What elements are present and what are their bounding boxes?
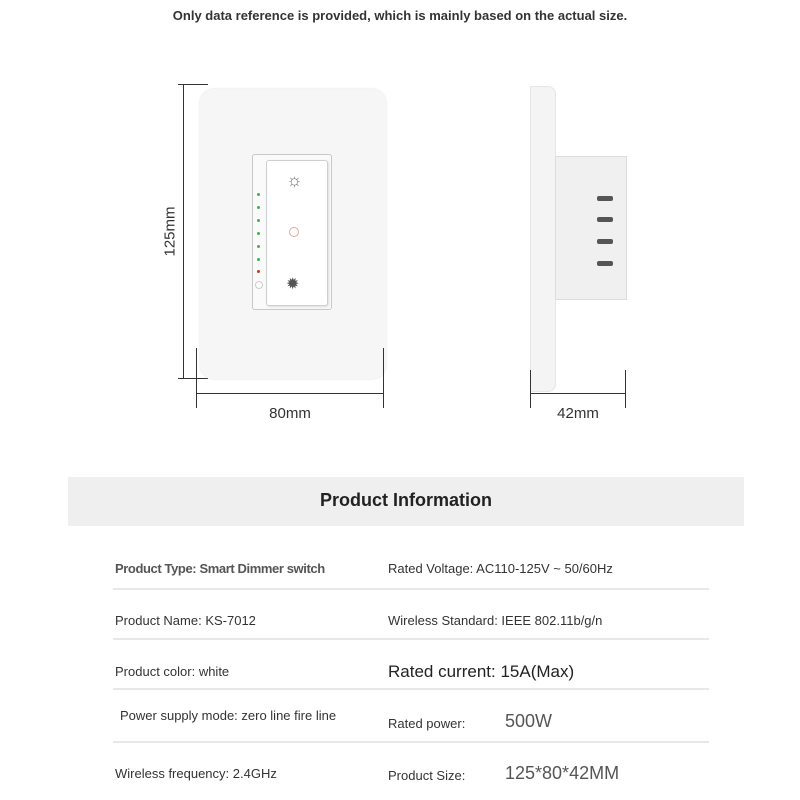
led-indicator bbox=[257, 193, 260, 196]
rated-power-label: Rated power: bbox=[388, 716, 466, 731]
row-divider bbox=[113, 588, 709, 590]
product-color: Product color: white bbox=[115, 664, 230, 679]
row-divider bbox=[113, 688, 709, 690]
led-indicator bbox=[257, 258, 260, 261]
rated-power-value: 500W bbox=[505, 711, 553, 731]
led-indicator bbox=[257, 219, 260, 222]
reference-note: Only data reference is provided, which is mainly based on the actual size. bbox=[172, 8, 628, 23]
mount-tab bbox=[597, 239, 613, 244]
mount-tab bbox=[597, 196, 613, 201]
depth-label: 42mm bbox=[557, 405, 599, 422]
table-title: Product Information bbox=[320, 490, 492, 510]
product-size-label: Product Size: bbox=[388, 768, 466, 783]
height-label: 125mm bbox=[161, 206, 179, 257]
row-divider bbox=[113, 741, 709, 743]
dim-tick-left bbox=[530, 370, 531, 408]
rated-voltage: Rated Voltage: AC110-125V ~ 50/60Hz bbox=[388, 561, 613, 576]
mount-tab bbox=[597, 261, 613, 266]
width-label: 80mm bbox=[269, 405, 311, 422]
wireless-frequency: Wireless frequency: 2.4GHz bbox=[115, 766, 277, 781]
depth-dimension-line bbox=[530, 393, 626, 394]
product-size-value: 125*80*42MM bbox=[505, 763, 620, 783]
power-supply-mode: Power supply mode: zero line fire line bbox=[120, 708, 337, 723]
reset-button bbox=[255, 281, 263, 289]
switch-side-body bbox=[555, 156, 627, 300]
mount-tab bbox=[597, 217, 613, 222]
product-name: Product Name: KS-7012 bbox=[115, 613, 256, 628]
rated-current: Rated current: 15A(Max) bbox=[388, 662, 575, 681]
width-dimension-line bbox=[196, 393, 384, 394]
led-indicator-red bbox=[257, 270, 260, 273]
switch-side-plate bbox=[530, 86, 556, 392]
height-dimension-line bbox=[183, 84, 184, 379]
dim-tick-right bbox=[383, 348, 384, 408]
dim-tick-right bbox=[625, 370, 626, 408]
led-indicator bbox=[257, 245, 260, 248]
wireless-standard: Wireless Standard: IEEE 802.11b/g/n bbox=[388, 613, 603, 628]
led-indicator bbox=[257, 232, 260, 235]
row-divider bbox=[113, 638, 709, 640]
brightness-down-icon: ✹ bbox=[286, 276, 300, 293]
product-type: Product Type: Smart Dimmer switch bbox=[115, 561, 325, 576]
brightness-up-icon: ☼ bbox=[286, 170, 303, 190]
status-ring-icon bbox=[289, 227, 299, 237]
led-indicator bbox=[257, 206, 260, 209]
dim-tick-left bbox=[196, 348, 197, 408]
